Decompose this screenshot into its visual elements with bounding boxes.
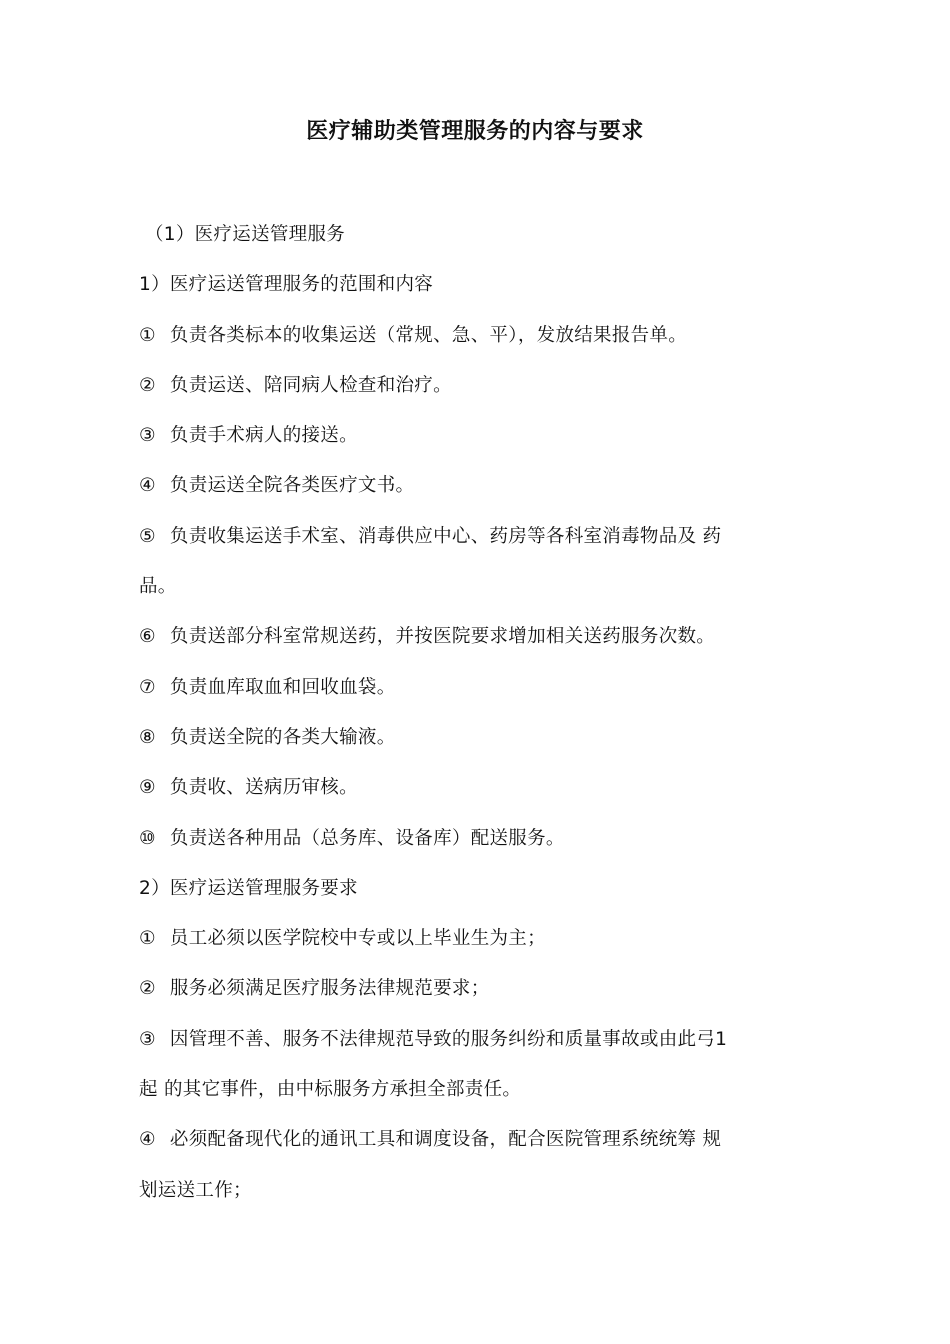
list-item bbox=[139, 612, 819, 662]
line-text: 负责血库取血和回收血袋。 bbox=[169, 676, 396, 698]
list-item bbox=[139, 1115, 819, 1165]
line-text: 负责收、送病历审核。 bbox=[169, 777, 358, 799]
list-marker: ⑩ bbox=[139, 827, 156, 849]
list-item bbox=[139, 311, 819, 361]
list-item bbox=[139, 814, 819, 864]
line-text: 负责各类标本的收集运送（常规、急、平），发放结果报告单。 bbox=[169, 324, 688, 346]
list-item bbox=[139, 411, 819, 461]
line-text: 1）医疗运送管理服务的范围和内容 bbox=[139, 274, 434, 296]
list-item-continuation bbox=[139, 1166, 819, 1216]
list-marker: ④ bbox=[139, 475, 156, 497]
list-marker: ⑧ bbox=[139, 726, 156, 748]
line-text: 品。 bbox=[139, 576, 177, 598]
list-marker: ① bbox=[139, 324, 156, 346]
list-item bbox=[139, 763, 819, 813]
line-text: 负责送部分科室常规送药，并按医院要求增加相关送药服务次数。 bbox=[169, 626, 716, 648]
line-text: 负责收集运送手术室、消毒供应中心、药房等各科室消毒物品及 药 bbox=[169, 525, 722, 547]
list-item-continuation bbox=[139, 1065, 819, 1115]
line-text: 负责送各种用品（总务库、设备库）配送服务。 bbox=[169, 827, 565, 849]
document-body bbox=[139, 210, 819, 1216]
list-marker: ⑤ bbox=[139, 525, 156, 547]
line-text: 负责送全院的各类大输液。 bbox=[169, 726, 396, 748]
list-item bbox=[139, 914, 819, 964]
list-marker: ⑥ bbox=[139, 626, 156, 648]
line-text: 负责运送、陪同病人检查和治疗。 bbox=[169, 374, 452, 396]
line-text: 员工必须以医学院校中专或以上毕业生为主； bbox=[169, 928, 546, 950]
list-item bbox=[139, 512, 819, 562]
list-item bbox=[139, 461, 819, 511]
section-heading bbox=[139, 210, 819, 260]
line-text: 负责手术病人的接送。 bbox=[169, 425, 358, 447]
list-item bbox=[139, 663, 819, 713]
list-marker: ③ bbox=[139, 425, 156, 447]
document-title: 医疗辅助类管理服务的内容与要求 bbox=[306, 119, 644, 144]
list-marker: ④ bbox=[139, 1129, 156, 1151]
list-item bbox=[139, 361, 819, 411]
line-text: 2）医疗运送管理服务要求 bbox=[139, 877, 358, 899]
list-marker: ③ bbox=[139, 1028, 156, 1050]
list-marker: ② bbox=[139, 374, 156, 396]
list-marker: ① bbox=[139, 928, 156, 950]
list-marker: ⑦ bbox=[139, 676, 156, 698]
list-item-continuation bbox=[139, 562, 819, 612]
line-text: 必须配备现代化的通讯工具和调度设备，配合医院管理系统统筹 规 bbox=[169, 1129, 722, 1151]
line-text: 负责运送全院各类医疗文书。 bbox=[169, 475, 415, 497]
line-text: 起 的其它事件，由中标服务方承担全部责任。 bbox=[139, 1079, 522, 1101]
list-item bbox=[139, 1015, 819, 1065]
line-text: （1）医疗运送管理服务 bbox=[145, 224, 346, 245]
list-item bbox=[139, 964, 819, 1014]
list-marker: ② bbox=[139, 978, 156, 1000]
line-text: 服务必须满足医疗服务法律规范要求； bbox=[169, 978, 490, 1000]
subsection-heading bbox=[139, 260, 819, 310]
subsection-heading bbox=[139, 864, 819, 914]
list-item bbox=[139, 713, 819, 763]
list-marker: ⑨ bbox=[139, 777, 156, 799]
line-text: 划运送工作； bbox=[139, 1179, 252, 1201]
line-text: 因管理不善、服务不法律规范导致的服务纠纷和质量事故或由此弓1 bbox=[169, 1028, 728, 1050]
